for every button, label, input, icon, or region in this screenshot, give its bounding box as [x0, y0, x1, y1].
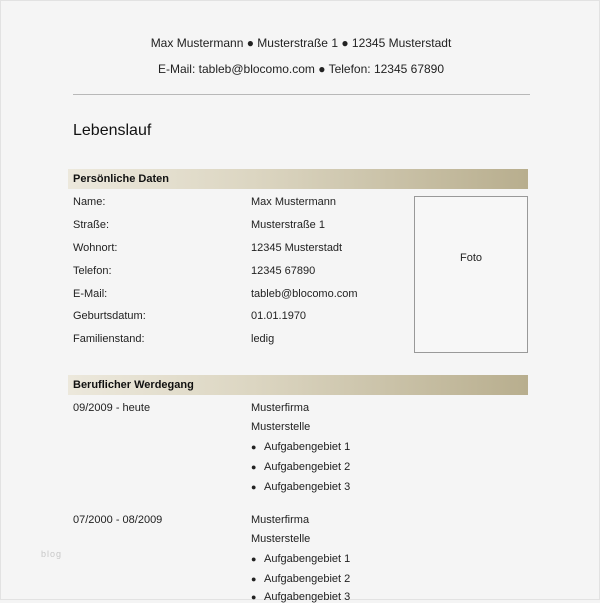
bullet-icon: ● — [251, 554, 257, 564]
photo-placeholder — [414, 196, 528, 353]
career-task-item — [251, 461, 350, 473]
career-task-item — [251, 553, 350, 565]
label-city: Wohnort: — [73, 242, 118, 254]
label-marital-status: Familienstand: — [73, 333, 145, 345]
bullet-icon: ● — [251, 482, 257, 492]
career-entry-period: 09/2009 - heute — [73, 402, 151, 414]
value-name: Max Mustermann — [251, 196, 336, 208]
career-task-label: Aufgabengebiet 2 — [264, 573, 351, 585]
bullet-icon: ● — [251, 574, 257, 584]
bullet-icon: ● — [251, 592, 257, 602]
career-entry-position: Musterstelle — [251, 421, 311, 433]
label-street: Straße: — [73, 219, 110, 231]
header-contact-line: E-Mail: tableb@blocomo.com ● Telefon: 12345 67890 — [157, 62, 445, 76]
bullet-icon: ● — [251, 442, 257, 452]
career-task-item — [251, 591, 350, 603]
label-birthdate: Geburtsdatum: — [73, 310, 146, 322]
value-marital-status: ledig — [251, 333, 275, 345]
document-title: Lebenslauf — [73, 122, 152, 139]
value-phone: 12345 67890 — [251, 265, 316, 277]
value-street: Musterstraße 1 — [251, 219, 325, 231]
career-entry-position: Musterstelle — [251, 533, 311, 545]
bullet-icon: ● — [251, 462, 257, 472]
career-task-item — [251, 441, 350, 453]
career-entry-company: Musterfirma — [251, 514, 310, 526]
header-divider — [73, 94, 530, 95]
value-city: 12345 Musterstadt — [251, 242, 343, 254]
photo-label: Foto — [459, 252, 482, 264]
label-email: E-Mail: — [73, 288, 108, 300]
career-task-label: Aufgabengebiet 3 — [264, 591, 351, 603]
career-entry-period: 07/2000 - 08/2009 — [73, 514, 163, 526]
watermark-text: blog — [41, 549, 63, 559]
label-name: Name: — [73, 196, 106, 208]
career-task-label: Aufgabengebiet 1 — [264, 441, 351, 453]
value-birthdate: 01.01.1970 — [251, 310, 307, 322]
section-heading-personal: Persönliche Daten — [68, 169, 528, 189]
career-entry-company: Musterfirma — [251, 402, 310, 414]
career-task-label: Aufgabengebiet 3 — [264, 481, 351, 493]
section-heading-career: Beruflicher Werdegang — [68, 375, 528, 395]
career-task-label: Aufgabengebiet 2 — [264, 461, 351, 473]
header-address-line: Max Mustermann ● Musterstraße 1 ● 12345 Musterstadt — [150, 36, 452, 50]
career-task-label: Aufgabengebiet 1 — [264, 553, 351, 565]
career-task-item — [251, 573, 350, 585]
career-task-item — [251, 481, 350, 493]
label-phone: Telefon: — [73, 265, 112, 277]
value-email: tableb@blocomo.com — [251, 288, 358, 300]
